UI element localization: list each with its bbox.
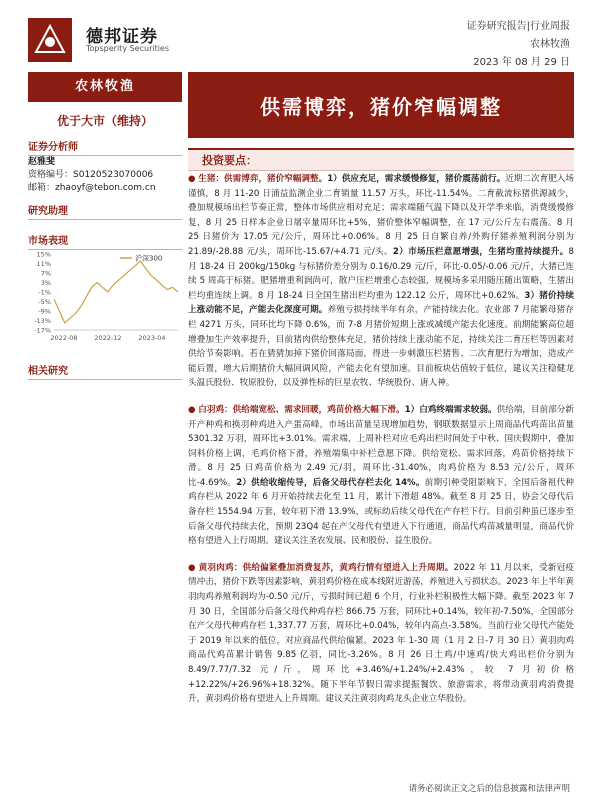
analyst-email: 邮箱：zhaoyf@tebon.com.cn (28, 183, 156, 193)
bullet-icon: ● (188, 404, 199, 415)
y-tick-label: -13% (34, 317, 51, 325)
white-chicken-text-1: 供给端，目前部分新开产种鸡和换羽种鸡进入产蛋高峰，市场出苗量呈现增加趋势，钢联数据显示上周商品代鸡苗出苗量 5301.32 万羽，周环比+3.01%。需求端，上周补栏对应毛鸡出栏时间处于中秋、国庆假期中，叠加饲料价格上调，毛鸡价格下滑，养殖端集中补栏意愿下降。供给宽松、需求回落，鸡苗价格持续下滑。8 月 25 日鸡苗价格为 2.49 元/羽，周环比-31.40%，肉鸡价格为 8.53 元/公斤，周环比-4.69%。 (188, 404, 574, 488)
y-tick-label: -1% (38, 288, 51, 297)
pig-text-1: 近期二次育肥入场谨慎，8 月 11-20 日涌益监测企业二育销量 11.57 万头，环比-11.54%。二育截流标猪供源减少，叠加规模场出栏节奏正常，整体市场供应相对充足；需求端随气温下降以及开学季来临，消费缓慢修复，8 月 25 日样本企业日屠宰量周环比+5%，猪价整体窄幅调整，在 17 元/公斤左右震荡。8 月 25 日猪价为 17.05 元/公斤，周环比+0.06%。8 月 25 日自繁自养/外购仔猪养殖利润分别为 21.89/-28.88 元/头，周环比-15.67/+4.71 元/头。 (188, 174, 574, 257)
x-tick-label: 2022-08 (50, 334, 78, 342)
series-line-hs300 (54, 261, 178, 323)
white-chicken-lead: 白羽鸡：供给端宽松、需求回暖，鸡苗价格大幅下滑。 (198, 404, 405, 415)
legend-label: 沪深300 (135, 254, 163, 263)
analyst-name: 赵雅斐 (28, 157, 56, 167)
brand-name-cn: 德邦证券 (86, 27, 158, 47)
market-section-title: 市场表现 (28, 232, 182, 250)
bullet-icon: ● (188, 174, 199, 184)
pig-point-3: 3）猪价持续上涨动能不足，产能去化深度可期。 (188, 290, 575, 316)
brand-name-en: Topsperity Securities (86, 44, 170, 53)
pig-point-2: 2）市场压栏意愿增强，生猪均重持续提升。 (392, 246, 569, 257)
summary-header (188, 148, 574, 171)
assistant-section-title: 研究助理 (28, 202, 182, 220)
related-section-title: 相关研究 (28, 362, 182, 380)
white-chicken-text-2: 前期引种受阻影响下，全国后备祖代种鸡存栏从 2022 年 6 月开始持续去化至 11 月，累计下滑超 48%。截至 8 月 25 日，协会父母代后备存栏 1554.94 万套，较年初下滑 13.9%，或标幼后续父母代在产存栏下行。目前引种虽已逐步至后备父母代持续去化，预期 23Q4 起在产父母代有望进入下行通道，商品代鸡苗减量明显，商品代价格有望进入上行周期。建议关注圣农发展、民和股份、益生股份。 (188, 477, 574, 547)
x-tick-label: 2023-04 (138, 334, 166, 342)
disclaimer-footer: 请务必阅读正文之后的信息披露和法律声明 (408, 784, 570, 794)
report-sector: 农林牧渔 (530, 39, 570, 50)
analyst-license: 资格编号：S0120523070006 (28, 170, 154, 180)
industry-rating: 优于大市（维持） (56, 114, 153, 128)
pig-text-2: 8 月 18-24 日 200kg/150kg 与标猪价差分别为 0.16/0.29 元/斤，环比-0.05/-0.06 元/斤，大猪已连续 5 周高于标猪。肥猪增重利润尚可，散户压栏增重心态较强，规模场多采用随压随出策略，生猪出栏均重连续上调。8 月 18-24 日全国生猪出栏均重为 122.12 公斤，周环比+0.62%。 (188, 246, 575, 301)
y-tick-label: -17% (34, 326, 51, 335)
report-body (188, 172, 574, 719)
pig-point-1: 1）供应充足，需求缓慢修复，猪价震荡前行。 (327, 174, 506, 184)
analyst-section-title: 证券分析师 (28, 138, 182, 156)
market-performance-chart (28, 246, 182, 346)
report-date: 2023 年 08 月 29 日 (473, 57, 570, 68)
y-tick-label: 3% (40, 279, 51, 287)
paragraph-yellow-chicken (188, 561, 574, 707)
yellow-chicken-lead: 黄羽肉鸡：供给偏紧叠加消费复苏，黄鸡行情有望进入上升周期。 (198, 562, 454, 573)
yellow-chicken-text: 2022 年 11 月以来，受新冠疫情冲击，猪价下跌等因素影响，黄羽鸡价格在成本线附近游荡，养殖进入亏损状态。2023 年上半年黄羽肉鸡养殖利润均为-0.50 元/斤，亏损时间已超 6 个月，行业补栏积极性大幅下降。截至 2023 年 7 月 30 日，全国部分后备父母代种鸡存栏 866.75 万套，同环比+0.14%，较年初-7.50%，全国部分在产父母代种鸡存栏 1,337.77 万套，周环比+0.04%，较年内高点-3.58%。当前行业父母代产能处于 2019 年以来的低位，对应商品代供给偏紧。2023 年 1-30 周（1 月 2 日-7 月 30 日）黄羽肉鸡商品代鸡苗累计销售 9.85 亿羽，同比-3.26%。8 月 26 日土鸡/中速鸡/快大鸡出栏价分别为 8.49/7.77/7.32 元/斤，周环比+3.46%/+1.24%/+2.43%，较 7 月初价格+12.22%/+26.96%+18.32%。随下半年节假日需求提振餐饮、旅游需求，将带动黄羽鸡消费提升，黄羽鸡价格有望进入上升周期。建议关注黄羽肉鸡龙头企业立华股份。 (188, 562, 574, 705)
x-tick-label: 2022-12 (94, 334, 122, 342)
y-tick-label: -5% (38, 298, 51, 306)
paragraph-pig (188, 172, 574, 391)
pig-lead: 生猪：供需博弈，猪价窄幅调整。 (198, 174, 328, 184)
paragraph-white-chicken (188, 403, 574, 549)
summary-title: 投资要点： (202, 154, 257, 167)
analyst-info (28, 156, 182, 195)
industry-banner: 农林牧渔 (28, 72, 182, 102)
report-title: 供需博弈，猪价窄幅调整 (188, 72, 574, 138)
company-logo (28, 18, 72, 62)
y-tick-label: 7% (40, 269, 51, 278)
market-chart-svg (28, 246, 182, 346)
y-tick-label: -9% (38, 307, 51, 316)
bullet-icon: ● (188, 562, 199, 573)
y-tick-label: 11% (36, 260, 51, 268)
report-meta (467, 18, 570, 72)
logo-mark-icon (28, 18, 72, 62)
white-chicken-point-1: 1）白鸡终端需求较弱。 (404, 404, 497, 415)
y-tick-label: 15% (36, 250, 51, 259)
report-type: 证券研究报告|行业周报 (466, 21, 570, 32)
pig-text-3: 养殖亏损持续半年有余，产能持续去化。农业部 7 月能繁母猪存栏 4271 万头，同环比均下降 0.6%，而 7-8 月猪价短期上涨或减缓产能去化速度。前期能繁高位超增叠加生产效率提升，目前猪肉供给整体充足，猪价持续上涨动能不足，持续关注二育压栏等因素对供给节奏影响。若在猜猜加掉下猪价回落局面，得进一步刺激压栏猪售、二次育肥行为增加，造成产能后置，增大后期猪价大幅回调风险，产能去化有望加速。目前板块估值较于低位，建议关注稳健龙头温氏股份、牧原股份，以及弹性标的巨星农牧、华统股份、唐人神。 (188, 305, 574, 389)
white-chicken-point-2: 2）供给收缩传导，后备父母代存栏去化 14%。 (236, 477, 425, 488)
